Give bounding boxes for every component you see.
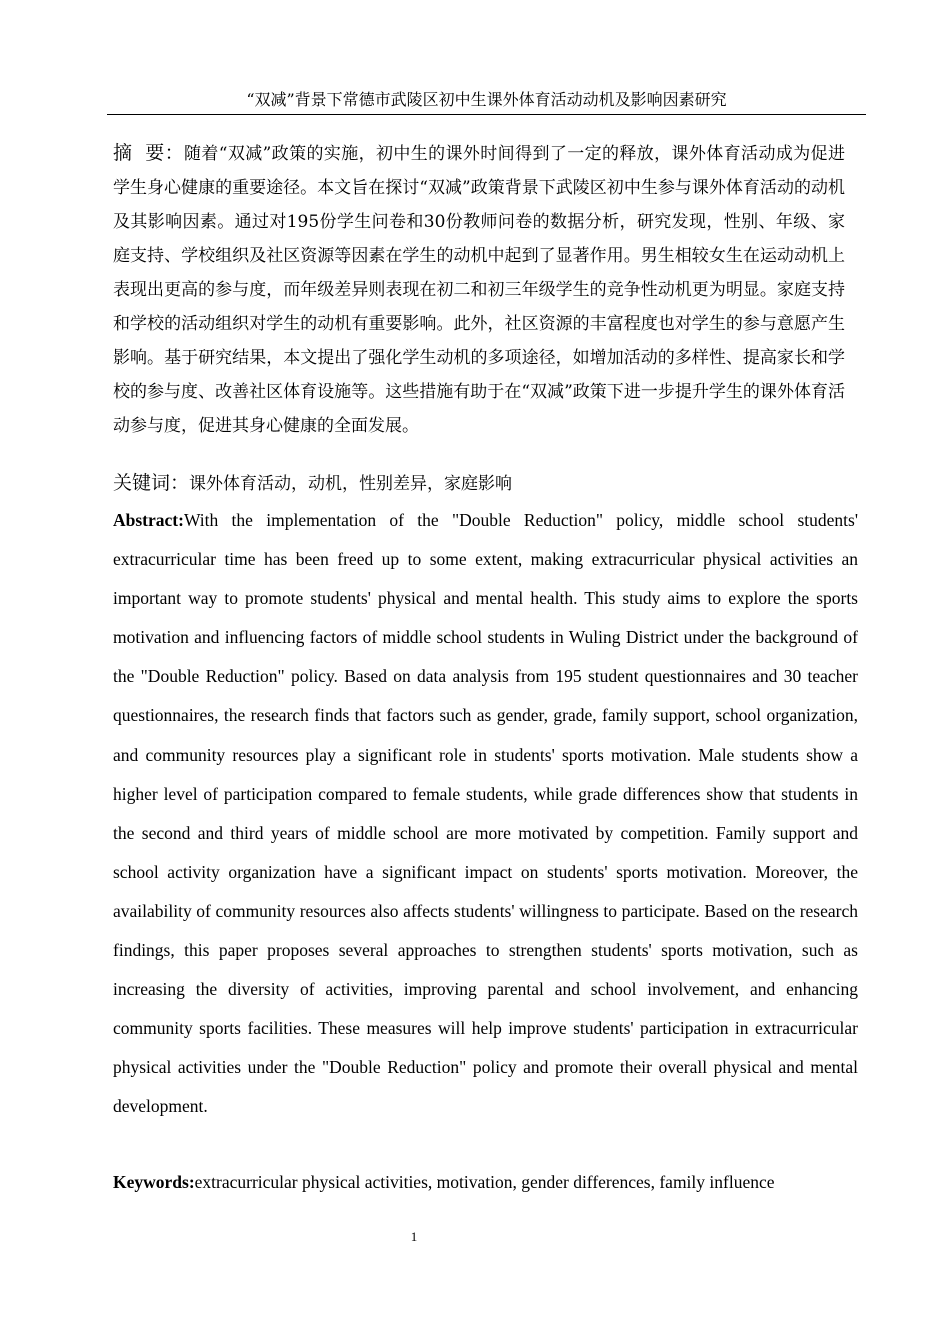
page-number: 1 xyxy=(410,1229,418,1244)
running-header-title: “双减”背景下常德市武陵区初中生课外体育活动动机及影响因素研究 xyxy=(246,90,727,109)
english-keywords-label: Keywords: xyxy=(113,1172,195,1192)
english-abstract-text: With the implementation of the "Double Reduction" policy, middle school students' extracurricular time has been freed up to some extent, making extracurricular physical activities an important way to promote students' physical and mental health. This study aims to explore the sports motivation and influencing factors of middle school students in Wuling District under the background of the "Double Reduction" policy. Based on data analysis from 195 student questionnaires and 30 teacher questionnaires, the research finds that factors such as gender, grade, family support, school organization, and community resources play a significant role in students' sports motivation. Male students show a higher level of participation compared to female students, while grade differences show that students in the second and third years of middle school are more motivated by competition. Family support and school activity organization have a significant impact on students' sports motivation. Moreover, the availability of community resources also affects students' willingness to participate. Based on the research findings, this paper proposes several approaches to strengthen students' sports motivation, such as increasing the diversity of activities, improving parental and school involvement, and enhancing community sports facilities. These measures will help improve students' participation in extracurricular physical activities under the "Double Reduction" policy and promote their overall physical and mental development. xyxy=(113,510,858,1117)
english-keywords xyxy=(113,1164,858,1200)
english-abstract xyxy=(113,501,858,1127)
chinese-abstract-label: 摘 要： xyxy=(113,142,184,164)
running-header xyxy=(107,86,866,115)
english-keywords-text: extracurricular physical activities, motivation, gender differences, family influence xyxy=(194,1172,775,1192)
chinese-abstract-text: 随着“双减”政策的实施，初中生的课外时间得到了一定的释放，课外体育活动成为促进学生身心健康的重要途径。本文旨在探讨“双减”政策背景下武陵区初中生参与课外体育活动的动机及其影响因素。通过对195份学生问卷和30份教师问卷的数据分析，研究发现，性别、年级、家庭支持、学校组织及社区资源等因素在学生的动机中起到了显著作用。男生相较女生在运动动机上表现出更高的参与度，而年级差异则表现在初二和初三年级学生的竞争性动机更为明显。家庭支持和学校的活动组织对学生的动机有重要影响。此外，社区资源的丰富程度也对学生的参与意愿产生影响。基于研究结果，本文提出了强化学生动机的多项途径，如增加活动的多样性、提高家长和学校的参与度、改善社区体育设施等。这些措施有助于在“双减”政策下进一步提升学生的课外体育活动参与度，促进其身心健康的全面发展。 xyxy=(113,144,845,436)
chinese-keywords-label: 关键词： xyxy=(113,472,190,494)
chinese-keywords-text: 课外体育活动，动机，性别差异，家庭影响 xyxy=(189,474,513,494)
chinese-abstract xyxy=(113,136,845,443)
chinese-keywords xyxy=(113,466,845,501)
english-abstract-label: Abstract: xyxy=(113,510,184,530)
